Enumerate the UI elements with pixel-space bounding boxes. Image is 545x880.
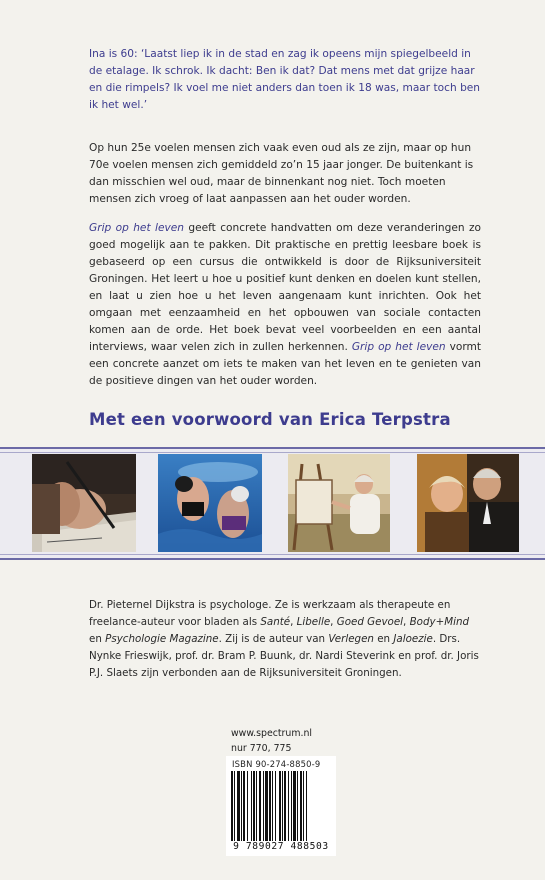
book-name: Jaloezie [393, 633, 433, 645]
barcode-bar [243, 771, 245, 841]
barcode-bar [237, 771, 240, 841]
barcode-bar [306, 771, 307, 841]
barcode-bar [297, 771, 298, 841]
book-title-mention: Grip op het leven [89, 222, 184, 234]
barcode-image [231, 771, 331, 841]
magazine-name: Goed Gevoel [336, 616, 404, 628]
nur-code: nur 770, 775 [231, 743, 292, 754]
foreword-heading: Met een voorwoord van Erica Terpstra [89, 410, 451, 429]
description-text: vormt een concrete aanzet om iets te maken van het leven en te genieten van de positieve dingen van het ouder worden. [89, 341, 481, 387]
photo-swimmers [158, 454, 262, 552]
magazine-name: Libelle [296, 616, 331, 628]
photo-painter [288, 454, 390, 552]
opening-quote: Ina is 60: ‘Laatst liep ik in de stad en zag ik opeens mijn spiegelbeeld in de etalage. Ik schrok. Ik dacht: Ben ik dat? Dat mens met dat grijze haar en die rimpels? Ik voel me niet anders dan toen ik 18 was, maar toch ben ik het wel.’ [89, 48, 481, 111]
photo-couple [417, 454, 519, 552]
author-bio: Dr. Pieternel Dijkstra is psychologe. Ze is werkzaam als therapeute en freelance-auteur voor bladen als Santé, Libelle, Goed Gevoel, Body+Mind en Psychologie Magazine. Zij is de auteur van Verlegen en Jaloezie. Drs. Nynke Frieswijk, prof. dr. Bram P. Buunk, dr. Nardi Steverink en prof. dr. Joris P.J. Slaets zijn verbonden aan de Rijksuniversiteit Groningen. [89, 599, 479, 679]
barcode-bar [282, 771, 283, 841]
book-title-mention: Grip op het leven [351, 341, 446, 353]
barcode-bar [256, 771, 257, 841]
barcode-bar [291, 771, 292, 841]
barcode-bar [231, 771, 233, 841]
magazine-name: Santé [260, 616, 291, 628]
ean-number: 9 789027 488503 [233, 841, 329, 852]
description-paragraph [89, 220, 481, 390]
barcode-bar [284, 771, 286, 841]
barcode-bar [265, 771, 268, 841]
barcode-bar [251, 771, 252, 841]
barcode-label [226, 756, 336, 856]
description-text: geeft concrete handvatten om deze veranderingen zo goed mogelijk aan te pakken. Dit praktische en prettig leesbare boek is gebaseerd op een cursus die ontwikkeld is door de Rijksuniversiteit Groningen. Het leert u hoe u positief kunt denken en doelen kunt stellen, en laat u zien hoe u het leven aangenaam kunt inrichten. Ook het omgaan met eenzaamheid en het opbouwen van sociale contacten komen aan de orde. Het boek bevat veel voorbeelden en een aantal interviews, waar velen zich in zullen herkennen. [89, 222, 481, 353]
barcode-bar [288, 771, 289, 841]
barcode-bar [303, 771, 304, 841]
isbn-number: ISBN 90-274-8850-9 [232, 759, 321, 769]
book-name: Verlegen [328, 633, 374, 645]
intro-paragraph: Op hun 25e voelen mensen zich vaak even oud als ze zijn, maar op hun 70e voelen mensen zich gemiddeld zo’n 15 jaar jonger. De buitenkant is dan misschien wel oud, maar de binnenkant nog niet. Toch moeten mensen zich vroeg of laat aanpassen aan het ouder worden. [89, 142, 474, 205]
barcode-bar [275, 771, 276, 841]
barcode-bar [234, 771, 235, 841]
barcode-bar [253, 771, 255, 841]
barcode-bar [293, 771, 296, 841]
barcode-bar [300, 771, 302, 841]
photo-strip [0, 447, 545, 560]
magazine-name: Psychologie Magazine [105, 633, 219, 645]
barcode-bar [269, 771, 271, 841]
magazine-name: Body+Mind [409, 616, 470, 628]
publisher-website: www.spectrum.nl [231, 728, 313, 739]
barcode-bar [247, 771, 248, 841]
barcode-bar [263, 771, 264, 841]
barcode-bar [279, 771, 281, 841]
barcode-bar [241, 771, 242, 841]
barcode-bar [259, 771, 261, 841]
photo-writing-hand [32, 454, 136, 552]
barcode-bar [272, 771, 273, 841]
